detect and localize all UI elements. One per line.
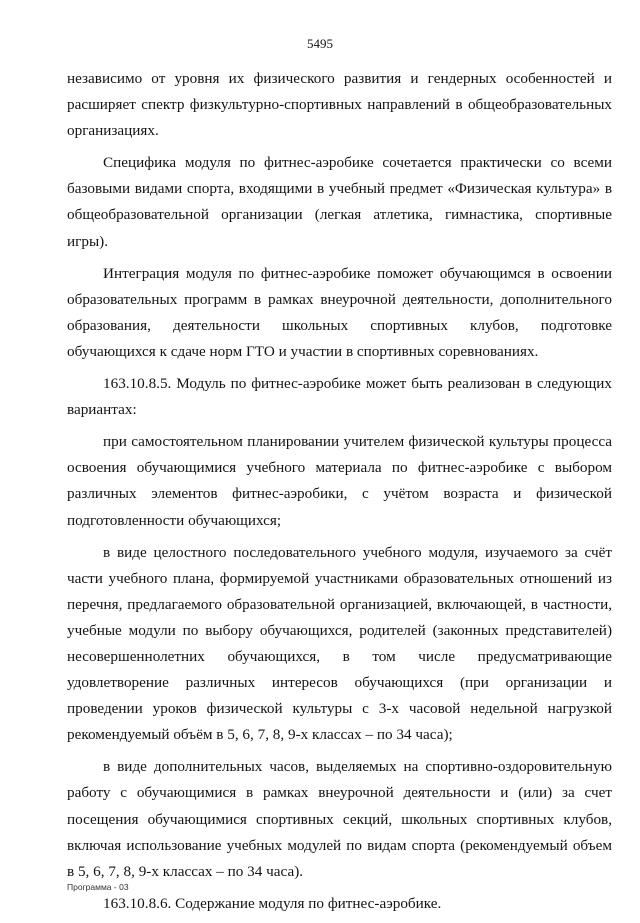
- paragraph-7: в виде дополнительных часов, выделяемых на спортивно-оздоровительную работу с обучающимися в рамках внеурочной деятельности и (или) за счет посещения обучающимися спортивных секций, школьных спортивных клубов, включая использование учебных модулей по видам спорта (рекомендуемый объем в 5, 6, 7, 8, 9-х классах – по 34 часа).: [67, 758, 612, 880]
- paragraph-2: Специфика модуля по фитнес-аэробике сочетается практически со всеми базовыми видами спорта, входящими в учебный предмет «Физическая культура» в общеобразовательной организации (легкая атлетика, гимнастика, спортивные игры).: [67, 154, 612, 250]
- page-number: 5495: [307, 36, 333, 51]
- paragraph-8: 163.10.8.6. Содержание модуля по фитнес-аэробике.: [103, 894, 442, 912]
- paragraph-1: независимо от уровня их физического развития и гендерных особенностей и расширяет спектр физкультурно-спортивных направлений в общеобразовательных организациях.: [67, 70, 612, 140]
- paragraph-4: 163.10.8.5. Модуль по фитнес-аэробике может быть реализован в следующих вариантах:: [67, 375, 612, 419]
- paragraph-5: при самостоятельном планировании учителем физической культуры процесса освоения обучающимися учебного материала по фитнес-аэробике с выбором различных элементов фитнес-аэробики, с учётом возраста и физической подготовленности обучающихся;: [67, 433, 612, 529]
- document-body: [67, 66, 612, 923]
- paragraph-3: Интеграция модуля по фитнес-аэробике поможет обучающимся в освоении образовательных программ в рамках внеурочной деятельности, дополнительного образования, деятельности школьных спортивных клубов, подготовке обучающихся к сдаче норм ГТО и участии в спортивных соревнованиях.: [67, 264, 612, 360]
- paragraph-6: в виде целостного последовательного учебного модуля, изучаемого за счёт части учебного плана, формируемой участниками образовательных отношений из перечня, предлагаемого образовательной организацией, включающей, в частности, учебные модули по выбору обучающихся, родителей (законных представителей) несовершеннолетних обучающихся, в том числе предусматривающие удовлетворение различных интересов обучающихся (при организации и проведении уроков физической культуры с 3-х часовой недельной нагрузкой рекомендуемый объём в 5, 6, 7, 8, 9-х классах – по 34 часа);: [67, 543, 612, 744]
- footer-label: Программа - 03: [67, 882, 129, 892]
